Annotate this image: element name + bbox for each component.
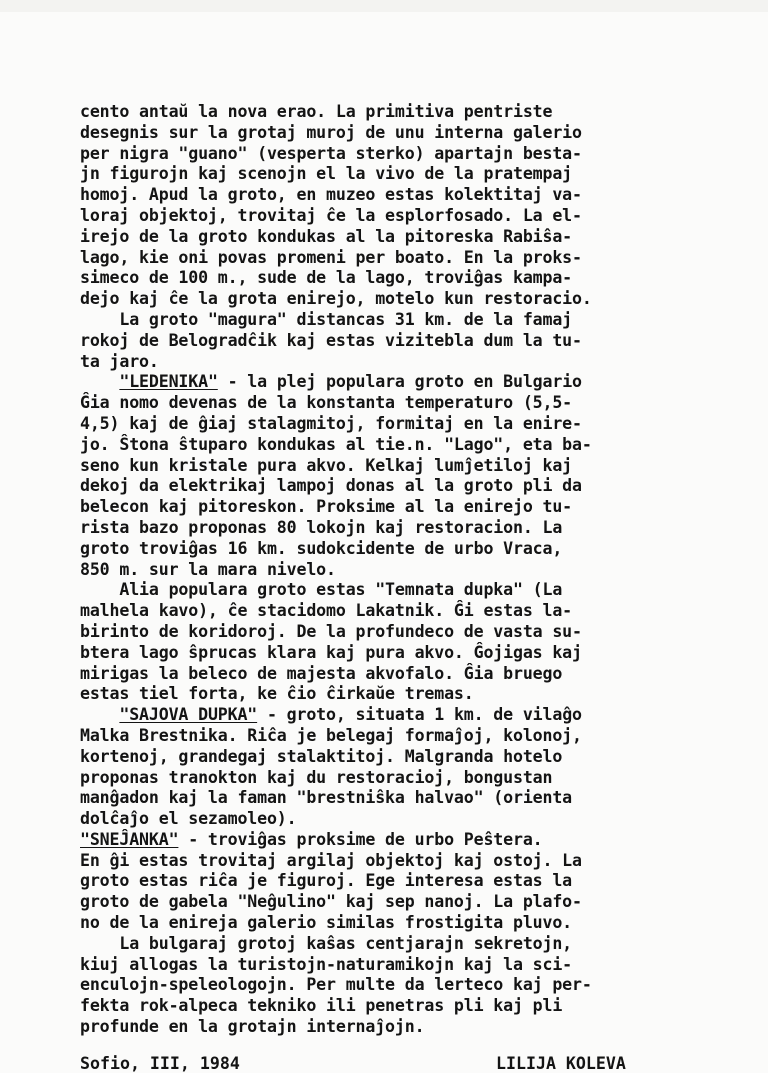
line-text: lago, kie oni povas promeni per boato. En la proks-: [80, 247, 582, 267]
line-text: irejo de la groto kondukas al la pitoreska Rabiŝa-: [80, 226, 573, 246]
line-text: simeco de 100 m., sude de la lago, troviĝas kampa-: [80, 268, 573, 288]
text-line: fekta rok-alpeca tekniko ili penetras pli kaj pli: [80, 996, 563, 1016]
text-line: [80, 871, 760, 892]
article-body: [80, 102, 760, 1038]
text-line: [80, 456, 760, 477]
line-text: kiuj allogas la turistojn-naturamikojn kaj la sci-: [80, 954, 573, 974]
line-text: enculojn-speleologojn. Per multe da lerteco kaj per-: [80, 975, 592, 995]
text-line: [80, 830, 760, 851]
place-date: Sofio, III, 1984: [80, 1054, 240, 1073]
line-text-tail: - groto, situata 1 km. de vilaĝo: [257, 705, 582, 725]
text-line: [80, 518, 760, 539]
line-text: manĝadon kaj la faman "brestniŝka halvao" (orienta: [80, 788, 573, 808]
line-text: profunde en la grotajn internaĵojn.: [80, 1017, 425, 1037]
text-line: [80, 185, 760, 206]
underlined-cave-name: "SAJOVA DUPKA": [119, 705, 258, 725]
line-text: estas tiel forta, ke ĉio ĉirkaŭe tremas.: [80, 684, 474, 704]
text-line: [80, 747, 760, 768]
line-text: dolĉaĵo el sezamoleo).: [80, 809, 297, 829]
line-text: mirigas la beleco de majesta akvofalo. Ĝia bruego: [80, 663, 563, 683]
line-text: [80, 372, 119, 391]
text-line: [80, 643, 760, 664]
line-text: Alia populara groto estas "Temnata dupka" (La: [80, 580, 563, 600]
line-text: btera lago ŝprucas klara kaj pura akvo. Ĝojigas kaj: [80, 642, 582, 662]
text-line: [80, 206, 760, 227]
text-line: [80, 497, 760, 518]
line-text: La groto "magura" distancas 31 km. de la famaj: [80, 309, 573, 329]
text-line: [80, 539, 760, 560]
text-line: [80, 726, 760, 747]
underlined-cave-name: "LEDENIKA": [119, 372, 218, 392]
text-line: [80, 289, 760, 310]
text-line: [80, 310, 760, 331]
text-line: [80, 955, 760, 976]
text-line: [80, 934, 760, 955]
line-text: proponas tranokton kaj du restoracioj, bongustan: [80, 767, 553, 787]
text-line: [80, 892, 760, 913]
line-text: rista bazo proponas 80 lokojn kaj restoracion. La: [80, 517, 563, 537]
line-text-tail: - la plej populara groto en Bulgario: [217, 372, 582, 392]
text-line: [80, 393, 760, 414]
line-text: groto estas riĉa je figuroj. Ege interesa estas la: [80, 871, 573, 891]
line-text: jn figurojn kaj scenojn el la vivo de la pratempaj: [80, 164, 573, 184]
underlined-cave-name: "SNEĴANKA": [80, 829, 179, 849]
text-line: [80, 560, 760, 581]
text-line: [80, 268, 760, 289]
line-text: Ĝia nomo devenas de la konstanta temperaturo (5,5-: [80, 393, 573, 413]
line-text: cento antaŭ la nova erao. La primitiva pentriste: [80, 102, 553, 121]
line-text: groto de gabela "Neĝulino" kaj sep nanoj. La plafo-: [80, 892, 582, 912]
line-text-tail: - troviĝas proksime de urbo Peŝtera.: [178, 829, 543, 849]
text-line: [80, 123, 760, 144]
text-line: [80, 851, 760, 872]
line-text: groto troviĝas 16 km. sudokcidente de urbo Vraca,: [80, 538, 563, 558]
text-line: [80, 372, 760, 393]
line-text: dekoj da elektrikaj lampoj donas al la groto pli da: [80, 476, 582, 496]
line-text: [80, 705, 119, 724]
line-text: birinto de koridoroj. De la profundeco de vasta su-: [80, 621, 582, 641]
text-line: [80, 664, 760, 685]
text-line: [80, 622, 760, 643]
text-line: [80, 580, 760, 601]
text-line: [80, 102, 760, 123]
text-line: [80, 975, 760, 996]
text-line: [80, 435, 760, 456]
text-line: [80, 331, 760, 352]
text-line: [80, 705, 760, 726]
line-text: seno kun kristale pura akvo. Kelkaj lumĵetiloj kaj: [80, 455, 573, 475]
text-line: [80, 809, 760, 830]
text-line: [80, 164, 760, 185]
line-text: kortenoj, grandegaj stalaktitoj. Malgranda hotelo: [80, 746, 563, 766]
text-line: [80, 913, 760, 934]
line-text: En ĝi estas trovitaj argilaj objektoj kaj ostoj. La: [80, 850, 582, 870]
line-text: homoj. Apud la groto, en muzeo estas kolektitaj va-: [80, 185, 582, 205]
line-text: belecon kaj pitoreskon. Proksime al la enirejo tu-: [80, 497, 573, 517]
text-line: [80, 788, 760, 809]
line-text: loraj objektoj, trovitaj ĉe la esplorfosado. La el-: [80, 205, 582, 225]
author-name: LILIJA KOLEVA: [496, 1054, 626, 1073]
text-line: [80, 414, 760, 435]
typewritten-page: [0, 12, 768, 1073]
line-text: rokoj de Belogradĉik kaj estas vizitebla dum la tu-: [80, 330, 582, 350]
text-line: [80, 144, 760, 165]
line-text: Malka Brestnika. Riĉa je belegaj formaĵoj, kolonoj,: [80, 725, 582, 745]
line-text: desegnis sur la grotaj muroj de unu interna galerio: [80, 122, 582, 142]
line-text: malhela kavo), ĉe stacidomo Lakatnik. Ĝi estas la-: [80, 601, 573, 621]
line-text: no de la enireja galerio similas frostigita pluvo.: [80, 913, 573, 933]
text-line: [80, 248, 760, 269]
text-line: [80, 227, 760, 248]
text-line: [80, 684, 760, 705]
line-text: 4,5) kaj de ĝiaj stalagmitoj, formitaj en la enire-: [80, 413, 582, 433]
text-line: [80, 476, 760, 497]
line-text: dejo kaj ĉe la grota enirejo, motelo kun restoracio.: [80, 289, 592, 309]
text-line: [80, 1017, 760, 1038]
text-line: [80, 352, 760, 373]
line-text: per nigra "guano" (vesperta sterko) apartajn besta-: [80, 143, 582, 163]
text-line: [80, 768, 760, 789]
line-text: ta jaro.: [80, 351, 159, 371]
text-line: [80, 601, 760, 622]
line-text: 850 m. sur la mara nivelo.: [80, 559, 336, 579]
line-text: jo. Ŝtona ŝtuparo kondukas al tie.n. "Lago", eta ba-: [80, 434, 592, 454]
line-text: La bulgaraj grotoj kaŝas centjarajn sekretojn,: [80, 933, 573, 953]
